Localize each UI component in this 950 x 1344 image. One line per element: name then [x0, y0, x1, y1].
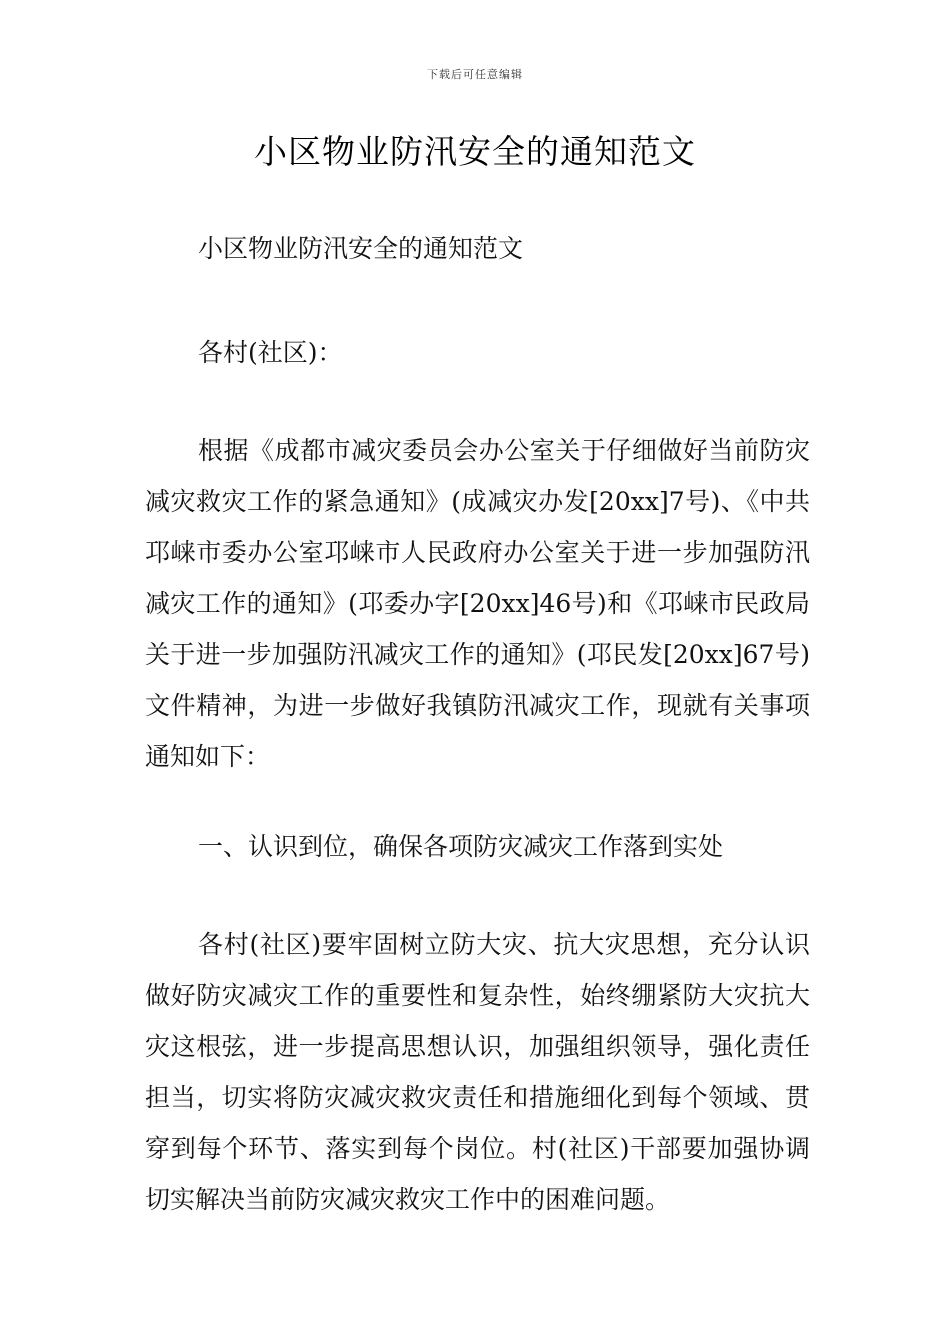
document-subtitle: 小区物业防汛安全的通知范文	[198, 234, 524, 263]
paragraph-2: 各村(社区)要牢固树立防大灾、抗大灾思想，充分认识做好防灾减灾工作的重要性和复杂性，始终绷紧防大灾抗大灾这根弦，进一步提高思想认识，加强组织领导，强化责任担当，切实将防灾减灾救灾责任和措施细化到每个领域、贯穿到每个环节、落实到每个岗位。村(社区)干部要加强协调切实解决当前防灾减灾救灾工作中的困难问题。	[145, 930, 810, 1214]
header-note: 下载后可任意编辑	[427, 68, 523, 81]
document-title: 小区物业防汛安全的通知范文	[254, 132, 696, 171]
section-heading-1: 一、认识到位，确保各项防灾减灾工作落到实处	[198, 832, 724, 861]
main-paragraph: 根据《成都市减灾委员会办公室关于仔细做好当前防灾减灾救灾工作的紧急通知》(成减灾办发[20xx]7号)、《中共邛崃市委办公室邛崃市人民政府办公室关于进一步加强防汛减灾工作的通知》(邛委办字[20xx]46号)和《邛崃市民政局关于进一步加强防汛减灾工作的通知》(邛民发[20xx]67号)文件精神，为进一步做好我镇防汛减灾工作，现就有关事项通知如下：	[145, 436, 810, 771]
greeting-line: 各村(社区)：	[198, 338, 343, 367]
